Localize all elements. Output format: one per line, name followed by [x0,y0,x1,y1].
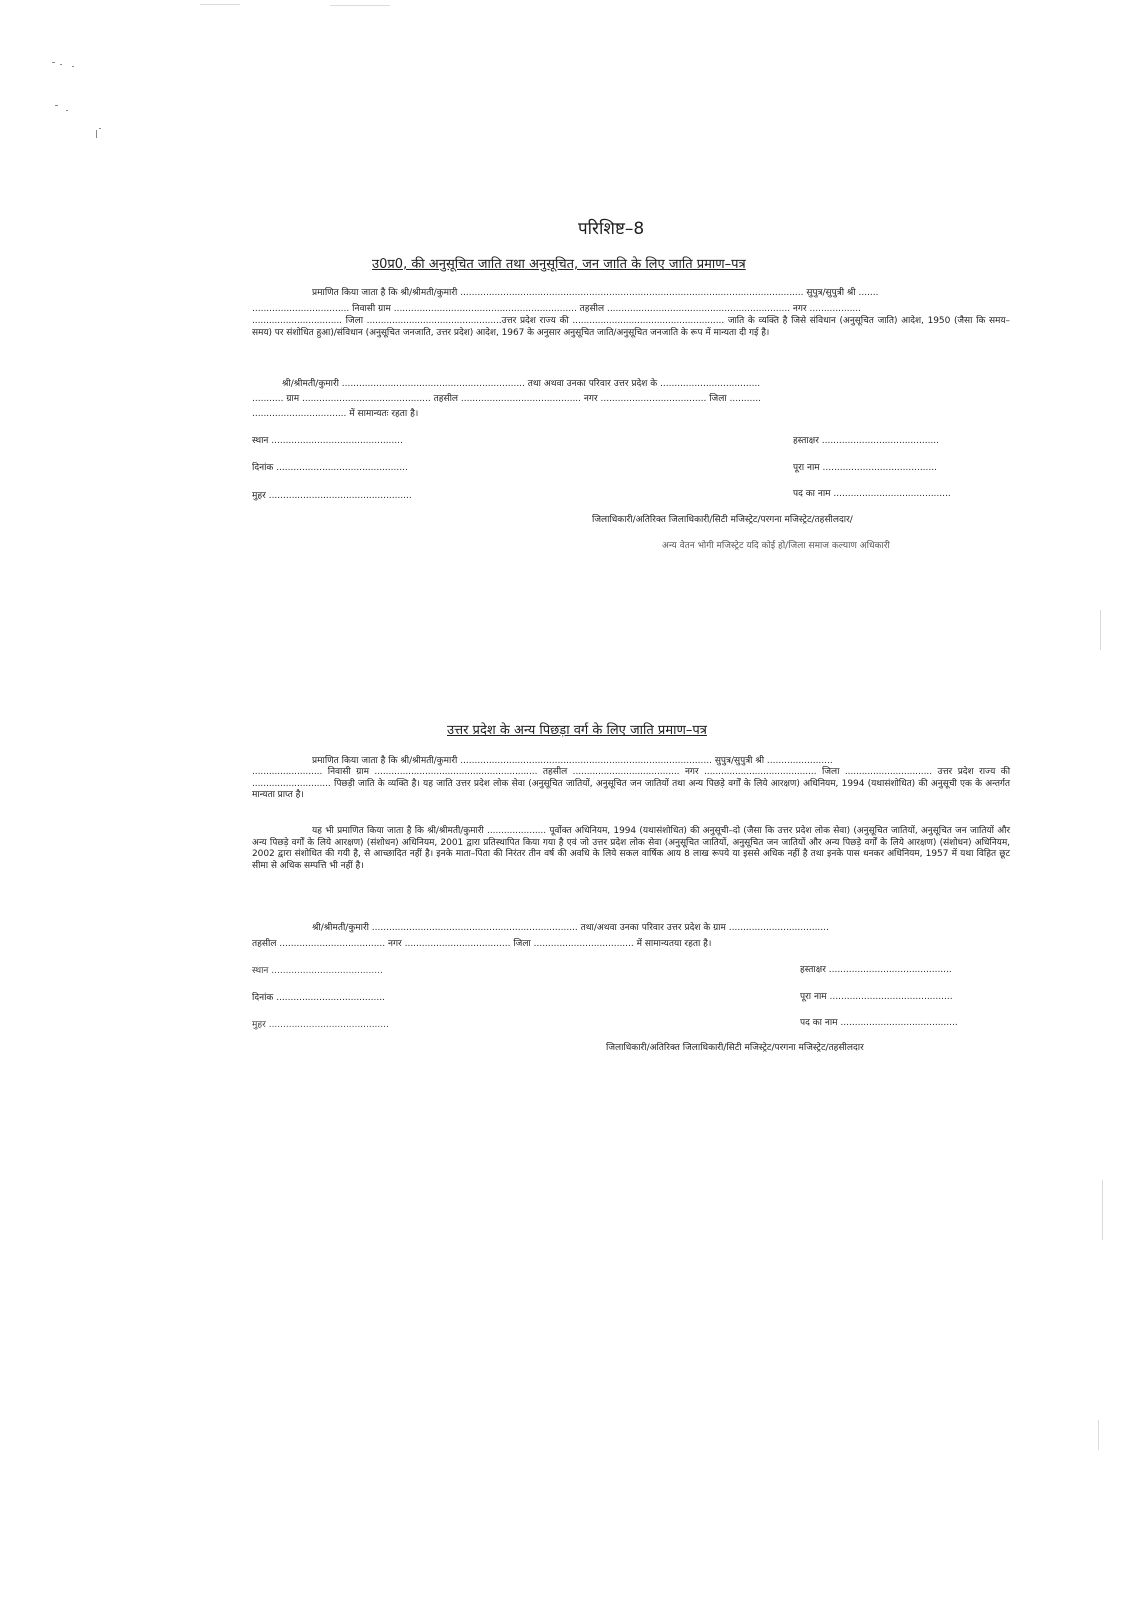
sc-st-certificate-title: उ0प्र0, की अनुसूचित जाति तथा अनुसूचित, जन जाति के लिए जाति प्रमाण–पत्र [372,257,746,272]
sc-st-designation-field: पद का नाम ......................................... [793,489,951,499]
obc-seal-field: मुहर .......................................... [252,1020,389,1030]
obc-signature-field: हस्ताक्षर ........................................... [800,965,952,975]
sc-st-para1-line2: .................................. निवासी ग्राम ................................................................ तहसील ................................................................ नगर .................. [252,304,862,314]
sc-st-place-field: स्थान .............................................. [252,436,403,446]
obc-authority-line: जिलाधिकारी/अतिरिक्त जिलाधिकारी/सिटी मजिस्ट्रेट/परगना मजिस्ट्रेट/तहसीलदार [606,1043,864,1053]
sc-st-para2-line3: ................................. में सामान्यतः रहता है। [252,409,419,419]
sc-st-para1-rest: ................................ जिला ................................................उत्तर प्रदेश राज्य की ...................................................... जाति के व्यक्ति है जिसे संविधान (अनुसूचित जाति) आदेश, 1950 (जैसा कि समय–समय) पर संशोधित हुआ)/संविधान (अनुसूचित जनजाति, उत्तर प्रदेश) आदेश, 1967 के अनुसार अनुसूचित जाति/अनुसूचित जनजाति के रूप में मान्यता दी गई है। [252,316,1010,338]
sc-st-authority-line1: जिलाधिकारी/अतिरिक्त जिलाधिकारी/सिटी मजिस्ट्रेट/परगना मजिस्ट्रेट/तहसीलदार/ [592,515,853,525]
obc-para1-line1: प्रमाणित किया जाता है कि श्री/श्रीमती/कुमारी ........................................................................................ सुपुत्र/सुपुत्री श्री ....................... [312,756,833,766]
appendix-title: परिशिष्ट–8 [578,219,645,239]
sc-st-signature-field: हस्ताक्षर ......................................... [793,436,940,446]
sc-st-para2-line1: श्री/श्रीमती/कुमारी ................................................................ तथा अथवा उनका परिवार उत्तर प्रदेश के ................................... [282,379,761,389]
obc-certificate-title: उत्तर प्रदेश के अन्य पिछड़ा वर्ग के लिए जाति प्रमाण–पत्र [447,723,707,738]
sc-st-seal-field: मुहर .................................................. [252,491,412,501]
sc-st-full-name-field: पूरा नाम ........................................ [793,463,937,473]
sc-st-para1-line1: प्रमाणित किया जाता है कि श्री/श्रीमती/कुमारी ........................................................................................................................ सुपुत्र/सुपुत्री श्री ....... [312,288,879,298]
sc-st-para2-line2: ........... ग्राम ............................................. तहसील .......................................... नगर ..................................... जिला ........... [252,394,761,404]
obc-para3-line2: तहसील ..................................... नगर ..................................... जिला ................................... में सामान्यतया रहता है। [252,939,712,949]
obc-full-name-field: पूरा नाम ........................................... [800,992,953,1002]
obc-para2: यह भी प्रमाणित किया जाता है कि श्री/श्रीमती/कुमारी ..................... पूर्वोक्त अधिनियम, 1994 (यथासंशोधित) की अनुसूची–दो (जैसा कि उत्तर प्रदेश लोक सेवा) (अनुसूचित जातियों, अनुसूचित जन जातियों और अन्य पिछड़े वर्गों के लिये आरक्षण) (संशोधन) अधिनियम, 2001 द्वारा प्रतिस्थापित किया गया है एवं जो उत्तर प्रदेश लोक सेवा (अनुसूचित जातियों, अनुसूचित जन जातियों और अन्य पिछड़े वर्गों के लिये आरक्षण) (संशोधन) अधिनियम, 2002 द्वारा संशोधित की गयी है, से आच्छादित नहीं है। इनके माता–पिता की निरंतर तीन वर्ष की अवधि के लिये सकल वार्षिक आय 8 लाख रूपये या इससे अधिक नहीं है तथा इनके पास धनकर अधिनियम, 1957 में यथा विहित छूट सीमा से अधिक सम्पत्ति भी नहीं है। [252,826,1010,871]
obc-date-field: दिनांक ...................................... [252,993,385,1003]
sc-st-authority-line2: अन्य वेतन भोगी मजिस्ट्रेट यदि कोई हो/जिला समाज कल्याण अधिकारी [662,541,890,551]
obc-designation-field: पद का नाम ......................................... [800,1018,958,1028]
sc-st-date-field: दिनांक .............................................. [252,463,408,473]
obc-para3-line1: श्री/श्रीमती/कुमारी ........................................................................ तथा/अथवा उनका परिवार उत्तर प्रदेश के ग्राम ................................... [312,923,829,933]
obc-para1-rest: ......................... निवासी ग्राम .......................................................... तहसील ...................................... नगर ........................................ जिला ............................... उत्तर प्रदेश राज्य की ............................ पिछड़ी जाति के व्यक्ति है। यह जाति उत्तर प्रदेश लोक सेवा (अनुसूचित जातियों, अनुसूचित जन जातियों तथा अन्य पिछड़े वर्गों के लिये आरक्षण) अधिनियम, 1994 (यथासंशोधित) की अनुसूची एक के अन्तर्गत मान्यता प्राप्त है। [252,767,1010,800]
obc-place-field: स्थान ....................................... [252,966,383,976]
